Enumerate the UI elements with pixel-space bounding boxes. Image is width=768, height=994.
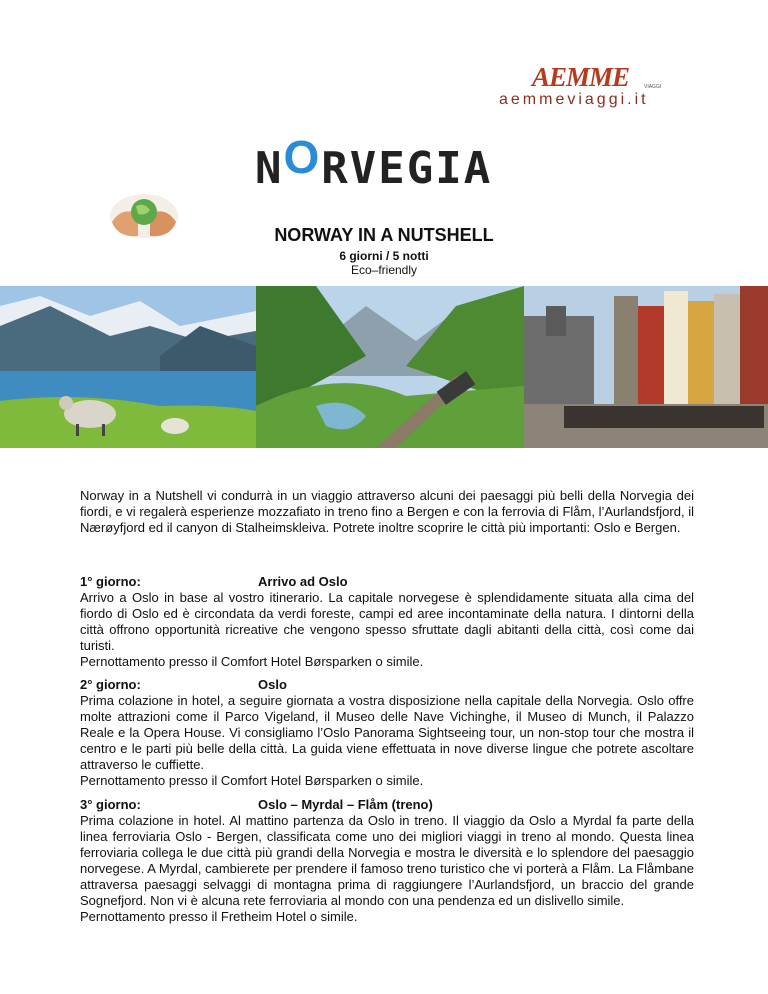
logo-sub: VIAGGI [644, 84, 662, 90]
intro-paragraph: Norway in a Nutshell vi condurrà in un viaggio attraverso alcuni dei paesaggi più belli della Norvegia dei fiordi, e vi regalerà esperienze mozzafiato in treno fino a Bergen e con la ferrovia di Flåm, l’Aurlandsfjord, il Nærøyfjord ed il canyon di Stalheimskleiva. Potrete inoltre scoprire le città più importanti: Oslo e Bergen. [80, 488, 694, 535]
photo-flam-railway [256, 286, 524, 448]
photo-fjord-sheep [0, 286, 256, 448]
page-title [255, 131, 493, 194]
day-label: 2° giorno: [80, 677, 141, 692]
day-stay: Pernottamento presso il Comfort Hotel Børsparken o simile. [80, 773, 424, 788]
day-title: Oslo [258, 677, 287, 692]
trip-tag: Eco–friendly [350, 263, 418, 277]
day-text: Prima colazione in hotel, a seguire giornata a vostra disposizione nella capitale della Norvegia. Oslo offre molte attrazioni come il Parco Vigeland, il Museo delle Nave Vichinghe, il Museo di Munch, il Palazzo Reale e la Opera House. Vi consigliamo l’Oslo Panorama Sightseeing tour, un non-stop tour che mostra il centro e le parti più belle della città. La guida viene effettuata in nove diverse lingue che potrete ascoltare attraverso le cuffiette. [80, 693, 694, 772]
day-1 [80, 574, 694, 670]
trip-name: NORWAY IN A NUTSHELL [274, 225, 494, 245]
site-url[interactable]: aemmeviaggi.it [499, 91, 649, 108]
trip-duration: 6 giorni / 5 notti [339, 249, 429, 263]
title-suffix: RVEGIA [321, 143, 493, 194]
aemme-logo [532, 62, 664, 92]
day-label: 3° giorno: [80, 797, 141, 812]
title-prefix: N [255, 143, 284, 194]
day-stay: Pernottamento presso il Fretheim Hotel o simile. [80, 909, 358, 924]
day-label: 1° giorno: [80, 574, 141, 589]
day-2 [80, 677, 694, 789]
logo-text: AEMME [532, 62, 630, 92]
day-title: Oslo – Myrdal – Flåm (treno) [258, 797, 433, 812]
day-text: Prima colazione in hotel. Al mattino partenza da Oslo in treno. Il viaggio da Oslo a Myrdal fa parte della linea ferroviaria Oslo - Bergen, classificata come uno dei migliori viaggi in treno al mondo. Questa linea ferroviaria collega le due città più grandi della Norvegia e mostra le diversità e lo splendore del paesaggio norvegese. A Myrdal, cambierete per prendere il famoso treno turistico che vi porterà a Flåm. La Flåmbane attraversa paesaggi selvaggi di montagna prima di raggiungere l’Aurlandsfjord, un braccio del grande Sognefjord. Non vi è alcuna rete ferroviaria al mondo con una pendenza ed un dislivello simile. [80, 813, 694, 908]
day-3 [80, 797, 694, 925]
day-stay: Pernottamento presso il Comfort Hotel Børsparken o simile. [80, 654, 424, 669]
day-text: Arrivo a Oslo in base al vostro itinerario. La capitale norvegese è splendidamente situata alla cima del fiordo di Oslo ed è circondata da verdi foreste, campi ed aree incontaminate della natura. I dintorni della città offrono opportunità ricreative che vengono spesso sfruttate dagli abitanti della città, così come dai turisti. [80, 590, 694, 653]
photo-bergen [524, 286, 768, 448]
day-title: Arrivo ad Oslo [258, 574, 348, 589]
title-o: O [283, 131, 322, 183]
